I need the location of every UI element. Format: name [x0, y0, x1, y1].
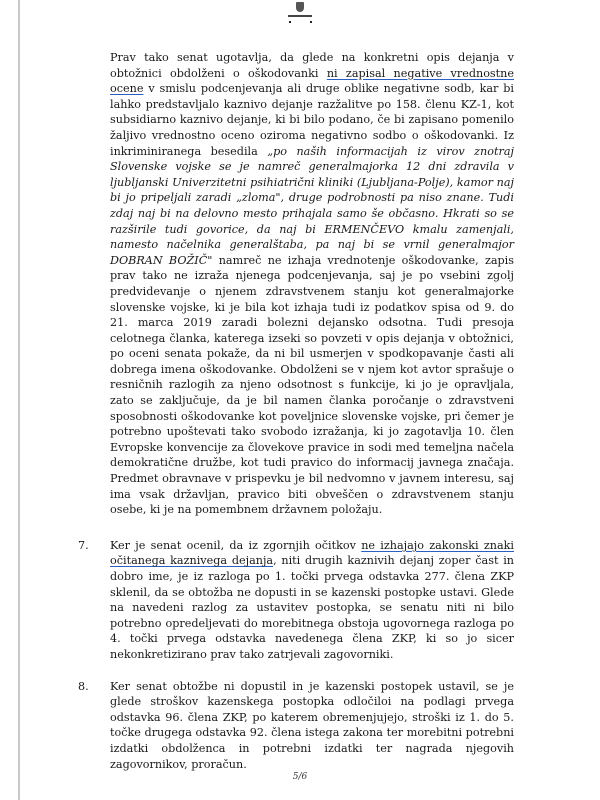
coat-of-arms-icon — [293, 2, 307, 32]
shield-icon — [296, 2, 304, 12]
underlined-phrase: ne izhajajo zakonski znaki očitanega kaznivega dejanja — [110, 538, 514, 568]
paragraph-text: Ker je senat ocenil, da iz zgornjih očitkov — [110, 538, 362, 552]
paragraph-text: namreč ne izhaja vrednotenje oškodovanke, zapis prav tako ne izraža njenega podcenjevanja, saj je po vsebini zgolj predvidevanje o njenem zdravstvenem stanju kot generalmajorke slovenske vojske, ki je bila kot izhaja tudi iz podatkov spisa od 9. do 21. marca 2019 zaradi bolezni dejansko odsotna. Tudi presoja celotnega članka, katerega izseki so povzeti v opis dejanja v obtožnici, po oceni senata pokaže, da ni bil usmerjen v spodkopavanje časti ali dobrega imena oškodovanke. Obdolženi se v njem kot avtor sprašuje o resničnih razlogih za njeno odsotnost s funkcije, ki jo je opravljala, zato se zaključuje, da je bil namen članka poročanje o zdravstveni sposobnosti oškodovanke kot poveljnice slovenske vojske, pri čemer je potrebno upoštevati tako svobodo izražanja, ki jo zagotavlja 10. člen Evropske konvencije za človekove pravice in sodi med temeljna načela demokratične družbe, kot tudi pravico do informacij javnega značaja. Predmet obravnave v prispevku je bil nedvomno v javnem interesu, saj ima vsak državljan, pravico biti obveščen o zdravstvenem stanju osebe, ki je na pomembnem državnem položaju. — [110, 253, 514, 517]
paragraph-text: Prav tako senat ugotavlja, da glede na konkretni opis dejanja v obtožnici obdolženi o oškodovanki — [110, 51, 514, 80]
item-text — [110, 538, 514, 663]
numbered-item-7 — [78, 538, 514, 663]
paragraph-text: , niti drugih kaznivih dejanj zoper čast in dobro ime, je iz razloga po 1. točki prvega odstavka 277. člena ZKP sklenil, da se obtožba ne dopusti in se kazenski postopke ustavi. Glede na navedeni razlog za ustavitev postopka, se senatu niti ni bilo potrebno opredeljevati do morebitnega obstoja ugovornega razloga po 4. točki prvega odstavka navedenega člena ZKP, ki so jo sicer nekonkretizirano prav tako zatrjevali zagovorniki. — [110, 554, 514, 661]
item-number: 8. — [78, 679, 89, 693]
numbered-item-8 — [78, 679, 514, 773]
quoted-article-excerpt: „po naših informacijah iz virov znotraj Slovenske vojske se je namreč generalmajorka 12 dni zdravila v ljubljanski Univerzitetni psihiatrični kliniki (Ljubljana-Polje), kamor naj bi jo pripeljali zaradi „zloma", druge podrobnosti pa niso znane. Tudi zdaj naj bi na delovno mesto prihajala samo še občasno. Hkrati so se razširile tudi govorice, da naj bi ERMENČEVO kmalu zamenjali, namesto načelnika generalštaba, pa naj bi se vrnil generalmajor DOBRAN BOŽIČ" — [110, 144, 514, 267]
header-dot-right — [310, 21, 312, 23]
item-text: Ker senat obtožbe ni dopustil in je kazenski postopek ustavil, se je glede stroškov kazenskega postopka odločiloi na podlagi prvega odstavka 96. člena ZKP, po katerem obremenjujejo, stroški iz 1. do 5. točke drugega odstavka 92. člena istega zakona ter morebitni potrebni izdatki obdolženca in potrebni izdatki ter nagrada njegovih zagovornikov, proračun. — [110, 679, 514, 771]
paragraph-text: v smislu podcenjevanja ali druge oblike negativne sodb, kar bi lahko predstavljalo kaznivo dejanje razžalitve po 158. členu KZ-1, kot subsidiarno kaznivo dejanje, ki bi bilo podano, če bi zapisano pomenilo žaljivo vrednostno oceno oziroma negativno sodbo o oškodovanki. Iz inkriminiranega besedila — [110, 82, 514, 158]
underlined-phrase: ni zapisal negative vrednostne ocene — [110, 66, 514, 96]
document-body — [78, 50, 514, 772]
item-number: 7. — [78, 538, 89, 552]
page-left-border — [18, 0, 20, 800]
header-dot-left — [289, 21, 291, 23]
paragraph-intro — [110, 50, 514, 518]
page-number: 5/6 — [292, 772, 308, 782]
header-rule — [288, 15, 312, 17]
